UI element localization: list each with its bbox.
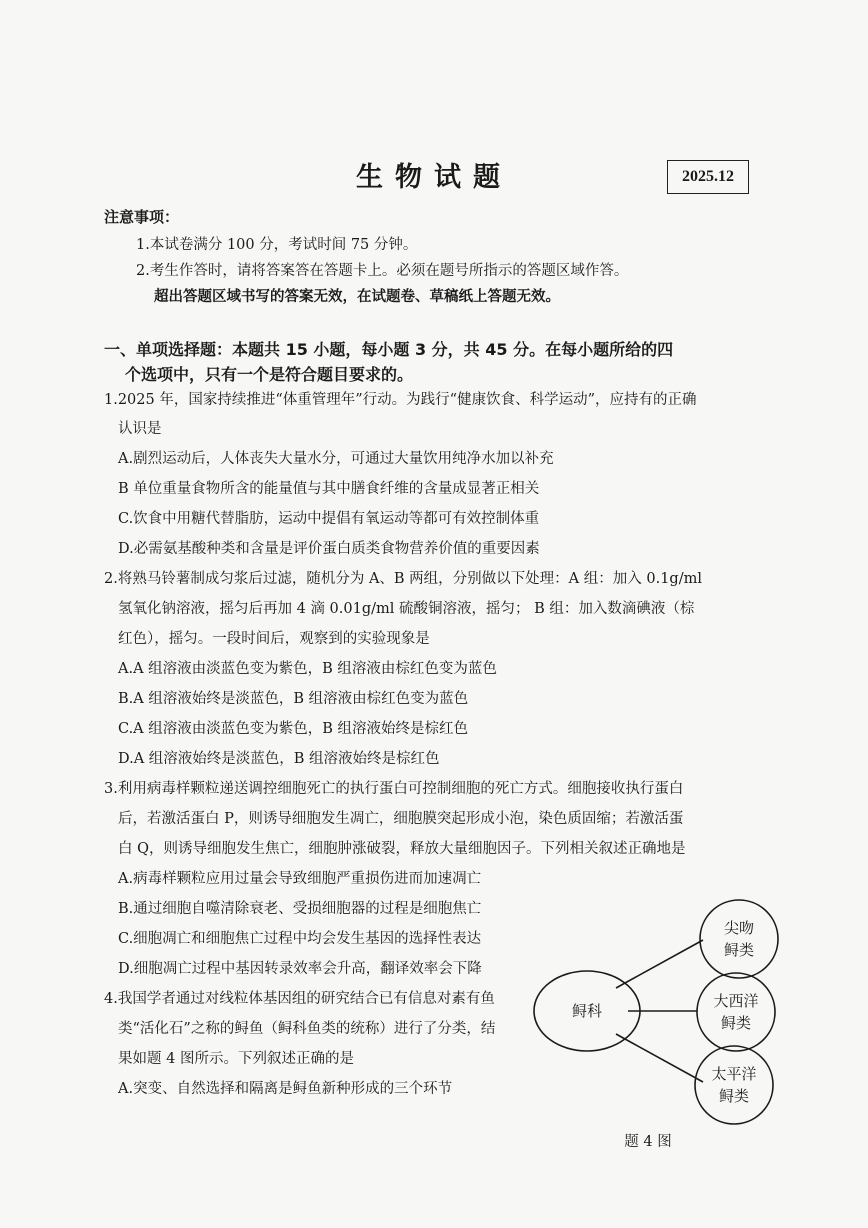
q3-option-c: C.细胞凋亡和细胞焦亡过程中均会发生基因的选择性表达: [118, 931, 482, 947]
q1-option-d: D.必需氨基酸种类和含量是评价蛋白质类食物营养价值的重要因素: [118, 541, 540, 557]
node-3-label-line-2: 鲟类: [718, 1087, 750, 1105]
q3-option-b: B.通过细胞自噬清除衰老、受损细胞器的过程是细胞焦亡: [118, 901, 482, 917]
q4-stem-line-1: 4.我国学者通过对线粒体基因组的研究结合已有信息对素有鱼: [104, 991, 495, 1007]
q2-option-b: B.A 组溶液始终是淡蓝色，B 组溶液由棕红色变为蓝色: [118, 691, 469, 707]
page-title: 生物试题: [356, 162, 512, 193]
q3-stem-line-1: 3.利用病毒样颗粒递送调控细胞死亡的执行蛋白可控制细胞的死亡方式。细胞接收执行蛋白: [104, 781, 684, 797]
node-1: [700, 900, 778, 978]
q1-stem-line-1: 1.2025 年，国家持续推进“体重管理年”行动。为践行“健康饮食、科学运动”，应持有的正确: [104, 392, 697, 408]
q2-stem-line-3: 红色），摇匀。一段时间后，观察到的实验现象是: [118, 631, 430, 647]
center-node-label: 鲟科: [571, 1002, 603, 1020]
q1-option-b: B 单位重量食物所含的能量值与其中膳食纤维的含量成显著正相关: [118, 481, 540, 497]
q2-stem-line-2: 氢氧化钠溶液，摇匀后再加 4 滴 0.01g/ml 硫酸铜溶液，摇匀； B 组：加入数滴碘液（棕: [118, 601, 695, 617]
notes-item-3: 超出答题区域书写的答案无效，在试题卷、草稿纸上答题无效。: [154, 289, 560, 305]
link-to-node-3: [616, 1034, 703, 1082]
q1-option-a: A.剧烈运动后，人体丧失大量水分，可通过大量饮用纯净水加以补充: [118, 451, 554, 467]
q2-option-a: A.A 组溶液由淡蓝色变为紫色，B 组溶液由棕红色变为蓝色: [118, 661, 497, 677]
node-2-label-line-1: 大西洋: [713, 992, 759, 1010]
date-box: 2025.12: [667, 160, 749, 194]
q2-option-c: C.A 组溶液由淡蓝色变为紫色，B 组溶液始终是棕红色: [118, 721, 469, 737]
node-2: [697, 973, 775, 1051]
q3-option-a: A.病毒样颗粒应用过量会导致细胞严重损伤进而加速凋亡: [118, 871, 482, 887]
node-2-label-line-2: 鲟类: [720, 1014, 752, 1032]
q3-stem-line-2: 后，若激活蛋白 P，则诱导细胞发生凋亡，细胞膜突起形成小泡，染色质固缩；若激活蛋: [118, 811, 684, 827]
node-3: [695, 1046, 773, 1124]
q3-stem-line-3: 白 Q，则诱导细胞发生焦亡，细胞肿涨破裂，释放大量细胞因子。下列相关叙述正确地是: [118, 841, 686, 857]
q4-stem-line-2: 类“活化石”之称的鲟鱼（鲟科鱼类的统称）进行了分类，结: [118, 1021, 496, 1037]
node-1-label-line-2: 鲟类: [723, 941, 755, 959]
link-to-node-1: [616, 940, 703, 988]
q1-stem-line-2: 认识是: [118, 421, 162, 437]
q4-stem-line-3: 果如题 4 图所示。下列叙述正确的是: [118, 1051, 354, 1067]
section-heading-line-2: 个选项中，只有一个是符合题目要求的。: [125, 365, 414, 384]
node-3-label-line-1: 太平洋: [711, 1065, 757, 1083]
notes-heading: 注意事项：: [104, 208, 180, 226]
q2-option-d: D.A 组溶液始终是淡蓝色，B 组溶液始终是棕红色: [118, 751, 440, 767]
section-heading-line-1: 一、单项选择题：本题共 15 小题，每小题 3 分，共 45 分。在每小题所给的四: [104, 340, 674, 359]
notes-item-2: 2.考生作答时，请将答案答在答题卡上。必须在题号所指示的答题区域作答。: [136, 263, 629, 279]
figure-4-caption: 题 4 图: [624, 1134, 672, 1150]
notes-item-1: 1.本试卷满分 100 分，考试时间 75 分钟。: [136, 237, 418, 253]
q1-option-c: C.饮食中用糖代替脂肪，运动中提倡有氧运动等都可有效控制体重: [118, 511, 540, 527]
q4-option-a: A.突变、自然选择和隔离是鲟鱼新种形成的三个环节: [118, 1081, 453, 1097]
node-1-label-line-1: 尖吻: [723, 919, 755, 937]
q2-stem-line-1: 2.将熟马铃薯制成匀浆后过滤，随机分为 A、B 两组，分别做以下处理：A 组：加入 0.1g/ml: [104, 571, 702, 587]
q3-option-d: D.细胞凋亡过程中基因转录效率会升高，翻译效率会下降: [118, 961, 482, 977]
